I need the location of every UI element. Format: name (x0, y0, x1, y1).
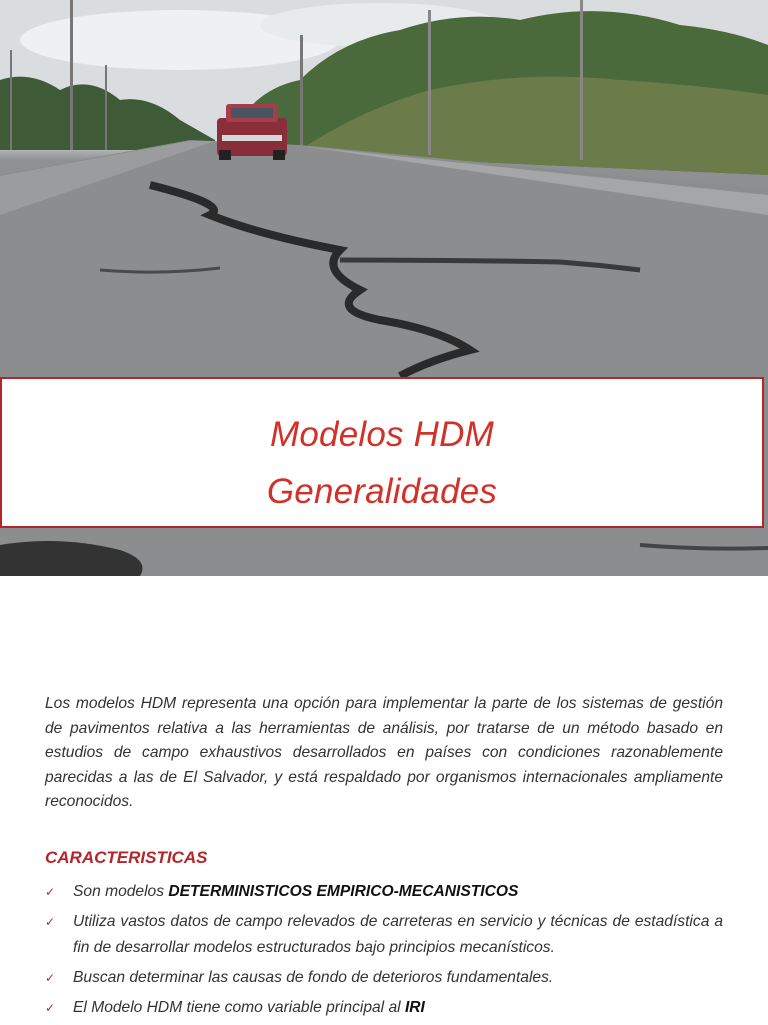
pickup-truck (217, 104, 287, 160)
list-item (45, 879, 723, 905)
intro-paragraph: Los modelos HDM representa una opción para implementar la parte de los sistemas de gestión de pavimentos relativa a las herramientas de análisis, por tratarse de un método basado en estudios de campo exhaustivos desarrollados en países con condiciones razonablemente parecidas a las de El Salvador, y está respaldado por organismos internacionales ampliamente reconocidos. (45, 695, 723, 811)
list-item (45, 909, 723, 961)
check-icon: ✓ (45, 1001, 56, 1015)
check-icon: ✓ (45, 915, 56, 929)
list-item-bold: IRI (404, 999, 425, 1016)
characteristics-list (45, 879, 723, 1025)
check-icon: ✓ (45, 971, 56, 985)
document-subtitle: Generalidades (266, 472, 498, 511)
list-item-text: El Modelo HDM tiene como variable principal al (73, 999, 405, 1016)
list-item-text: Buscan determinar las causas de fondo de deterioros fundamentales. (73, 969, 554, 986)
list-item-text: Son modelos (73, 883, 169, 900)
list-item (45, 965, 723, 991)
section-heading-caracteristicas: CARACTERISTICAS (45, 848, 208, 867)
document-title: Modelos HDM (270, 415, 494, 454)
list-item-bold: DETERMINISTICOS EMPIRICO-MECANISTICOS (168, 883, 519, 900)
list-item-text: Utiliza vastos datos de campo relevados de carreteras en servicio y técnicas de estadística a fin de desarrollar modelos estructurados bajo principios mecanísticos. (73, 913, 723, 956)
check-icon: ✓ (45, 885, 56, 899)
title-box (0, 377, 764, 528)
list-item (45, 995, 723, 1021)
